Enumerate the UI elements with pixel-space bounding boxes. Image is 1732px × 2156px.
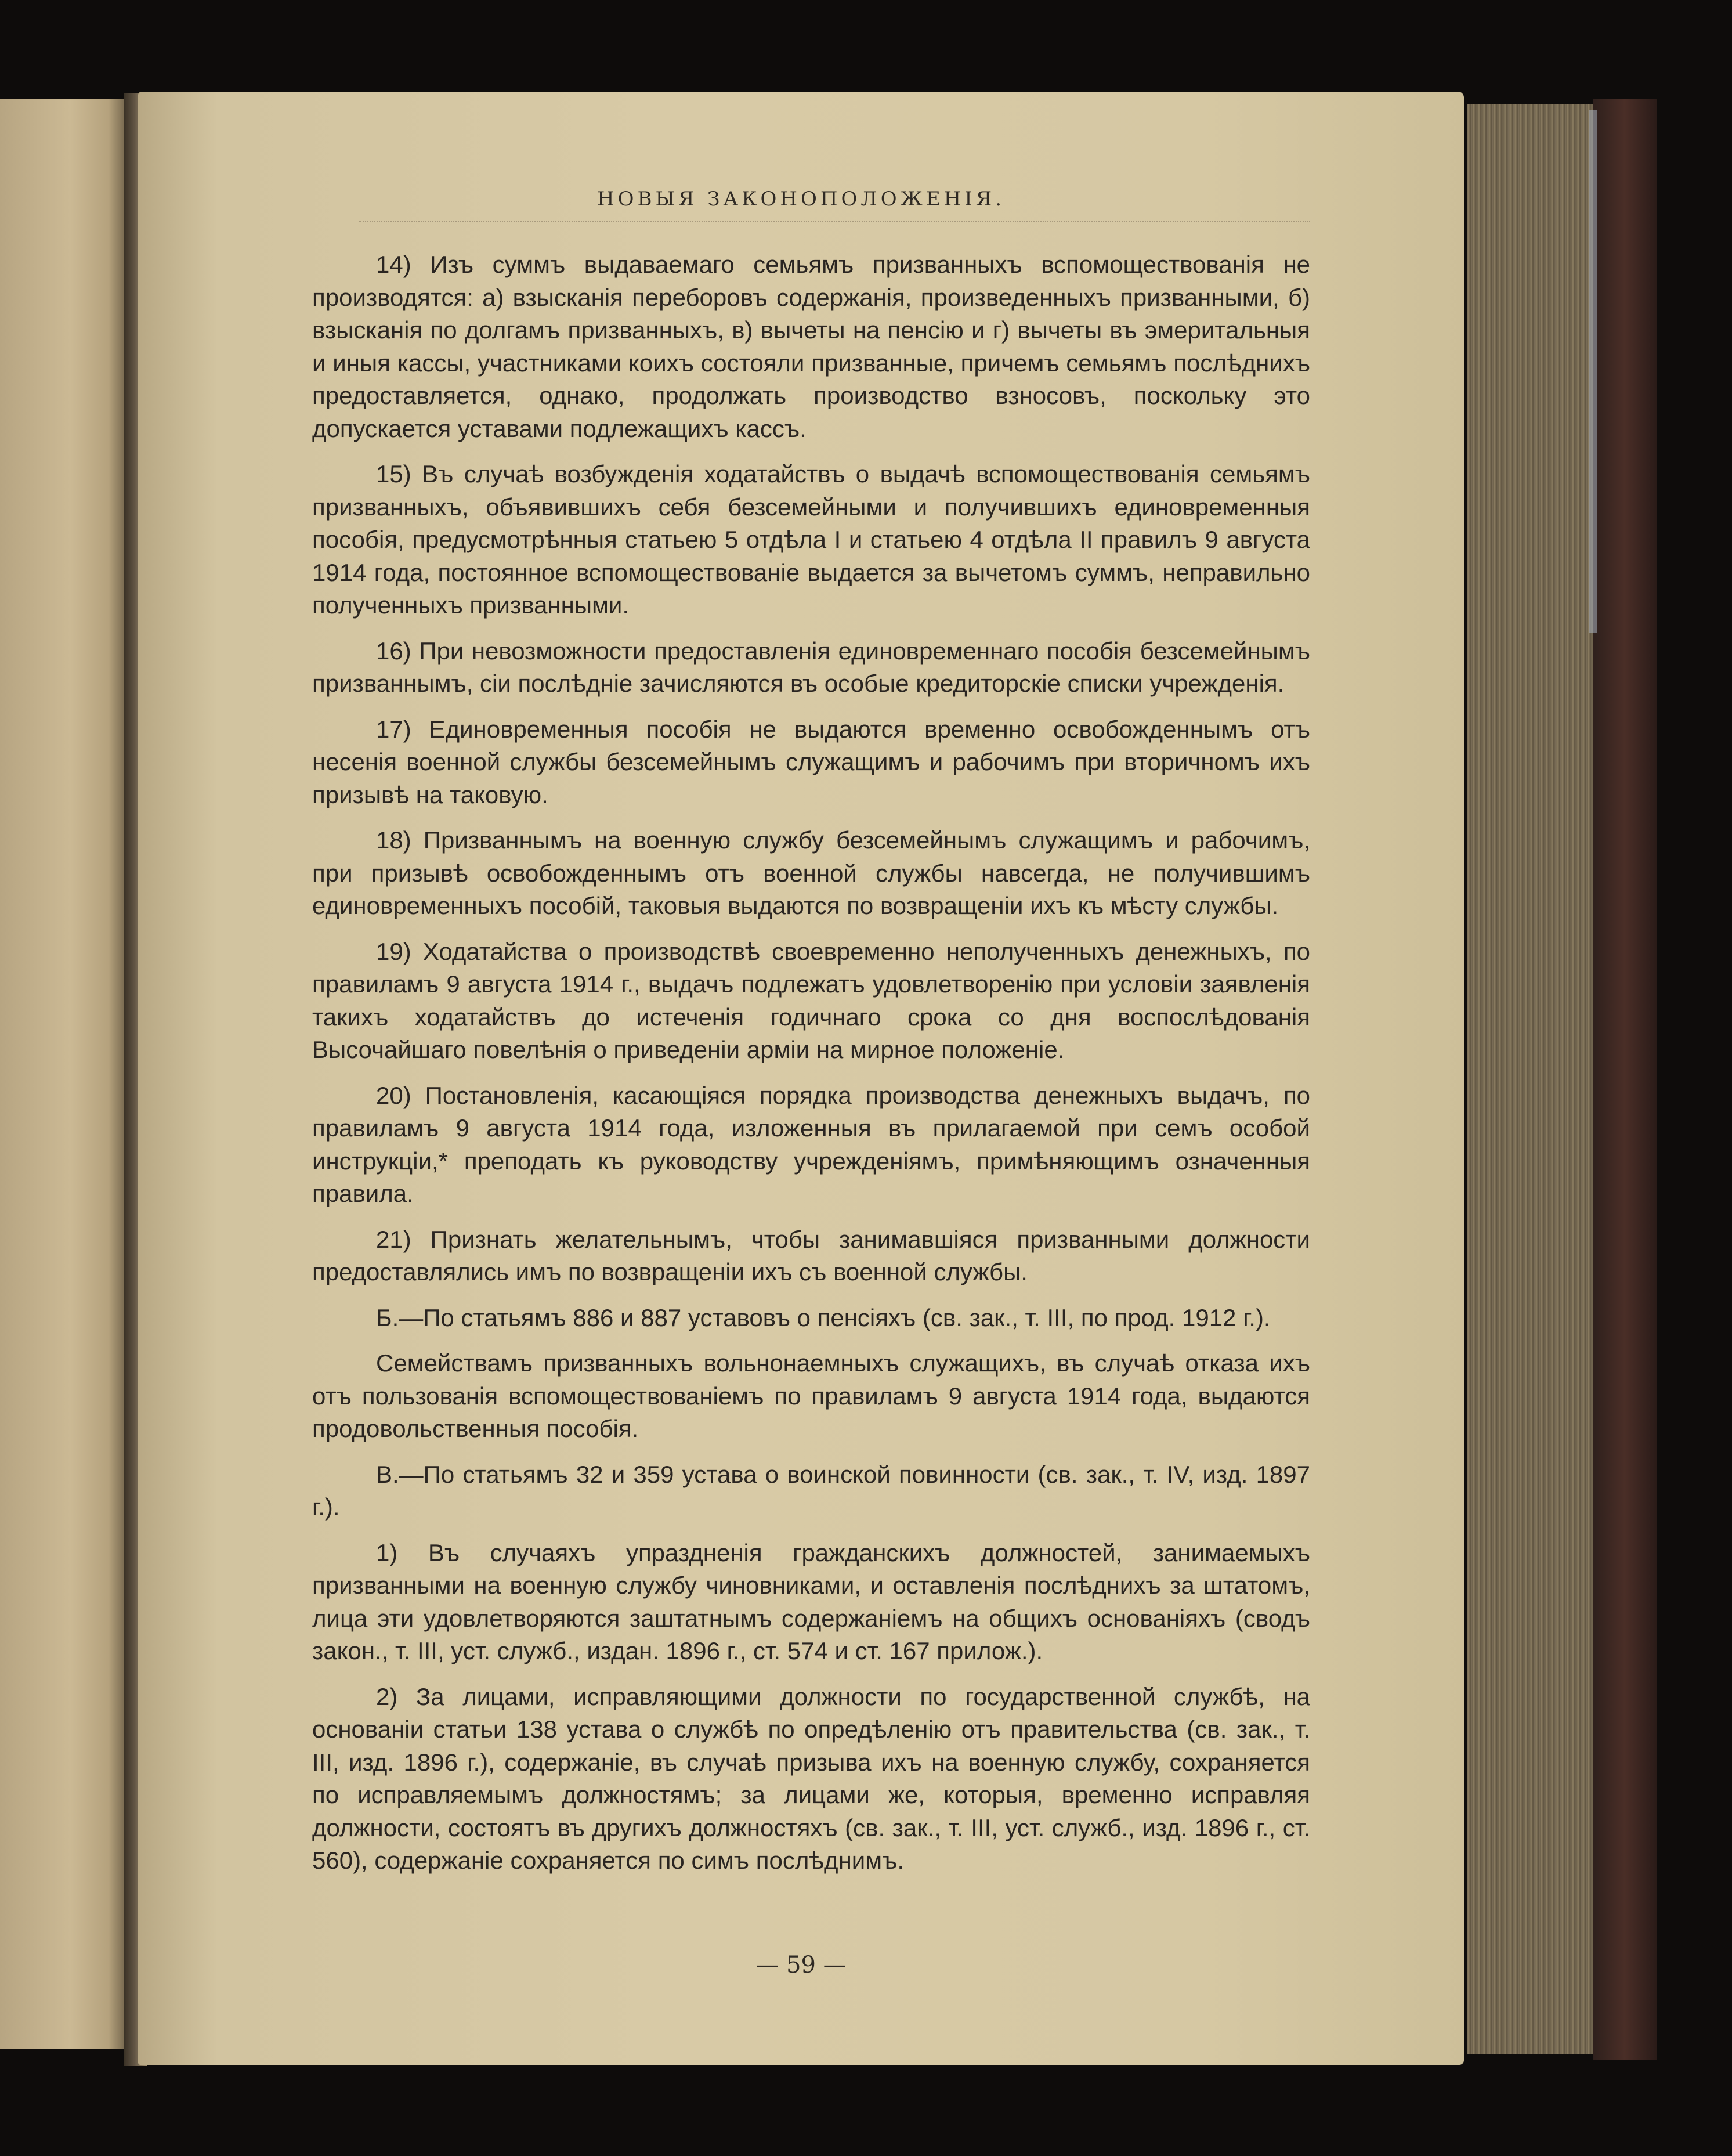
book-cover-edge [1593, 99, 1657, 2060]
section-v-item-2: 2) За лицами, исправляющими должности по государственной службѣ, на основаніи статьи 138 устава о службѣ по опредѣленію отъ правительства (св. зак., т. III, изд. 1896 г.), содержаніе, въ случаѣ призыва ихъ на военную службу, сохраняется по исправляемымъ должностямъ; за лицами же, которыя, временно исправляя должности, состоятъ въ другихъ должностяхъ (св. зак., т. III, уст. служб., изд. 1896 г., ст. 560), содержаніе сохраняется по симъ послѣднимъ. [312, 1682, 1310, 1874]
section-b-text: Семействамъ призванныхъ вольнонаемныхъ служащихъ, въ случаѣ отказа ихъ отъ пользованія вспомоществованіемъ по правиламъ 9 августа 1914 года, выдаются продовольственныя пособія. [312, 1349, 1310, 1442]
header-rule [359, 221, 1310, 222]
section-v-heading: В.—По статьямъ 32 и 359 устава о воинской повинности (св. зак., т. IV, изд. 1897 г.). [312, 1460, 1310, 1521]
left-facing-page [0, 99, 128, 2049]
document-page [138, 92, 1464, 2065]
paragraph-20: 20) Постановленія, касающіяся порядка производства денежныхъ выдачъ, по правиламъ 9 августа 1914 года, изложенныя въ прилагаемой при семъ особой инструкціи,* преподать къ руководству учрежденіямъ, примѣняющимъ означенныя правила. [312, 1081, 1310, 1207]
paragraph-19: 19) Ходатайства о производствѣ своевременно неполученныхъ денежныхъ, по правиламъ 9 августа 1914 г., выдачъ подлежатъ удовлетворенію при условіи заявленія такихъ ходатайствъ до истеченія годичнаго срока со дня воспослѣдованія Высочайшаго повелѣнія о приведеніи арміи на мирное положеніе. [312, 937, 1310, 1063]
paragraph-14: 14) Изъ суммъ выдаваемаго семьямъ призванныхъ вспомоществованія не производятся: а) взысканія переборовъ содержанія, произведенныхъ призванными, б) взысканія по долгамъ призванныхъ, в) вычеты на пенсію и г) вычеты въ эмеритальныя и иныя кассы, участниками коихъ состояли призванные, причемъ семьямъ послѣднихъ предоставляется, однако, продолжать производство взносовъ, поскольку это допускается уставами подлежащихъ кассъ. [312, 251, 1310, 442]
page-body [312, 248, 1310, 1890]
page-block-edges [1467, 104, 1600, 2054]
running-head: НОВЫЯ ЗАКОНОПОЛОЖЕНІЯ. [596, 187, 1005, 211]
section-b-heading: Б.—По статьямъ 886 и 887 уставовъ о пенсіяхъ (св. зак., т. III, по прод. 1912 г.). [376, 1303, 1271, 1331]
section-v-item-1: 1) Въ случаяхъ упраздненія гражданскихъ должностей, занимаемыхъ призванными на военную службу чиновниками, и оставленія послѣднихъ за штатомъ, лица эти удовлетворяются заштатнымъ содержаніемъ на общихъ основаніяхъ (сводъ закон., т. III, уст. служб., издан. 1896 г., ст. 574 и ст. 167 прилож.). [312, 1539, 1310, 1664]
paragraph-18: 18) Призваннымъ на военную службу безсемейнымъ служащимъ и рабочимъ, при призывѣ освобожденнымъ отъ военной службы навсегда, не получившимъ единовременныхъ пособій, таковыя выдаются по возвращеніи ихъ къ мѣсту службы. [312, 826, 1310, 919]
paragraph-15: 15) Въ случаѣ возбужденія ходатайствъ о выдачѣ вспомоществованія семьямъ призванныхъ, объявившихъ себя безсемейными и получившихъ единовременныя пособія, предусмотрѣнныя статьею 5 отдѣла I и статьею 4 отдѣла II правилъ 9 августа 1914 года, постоянное вспомоществованіе выдается за вычетомъ суммъ, неправильно полученныхъ призванными. [312, 460, 1310, 619]
edge-highlight [1589, 110, 1597, 633]
paragraph-21: 21) Признать желательнымъ, чтобы занимавшіяся призванными должности предоставлялись имъ по возвращеніи ихъ съ военной службы. [312, 1225, 1310, 1285]
paragraph-16: 16) При невозможности предоставленія единовременнаго пособія безсемейнымъ призваннымъ, сіи послѣдніе зачисляются въ особые кредиторскіе списки учрежденія. [312, 637, 1310, 697]
paragraph-17: 17) Единовременныя пособія не выдаются временно освобожденнымъ отъ несенія военной службы безсемейнымъ служащимъ и рабочимъ при вторичномъ ихъ призывѣ на таковую. [312, 715, 1310, 808]
page-number: — 59 — [755, 1952, 847, 1978]
